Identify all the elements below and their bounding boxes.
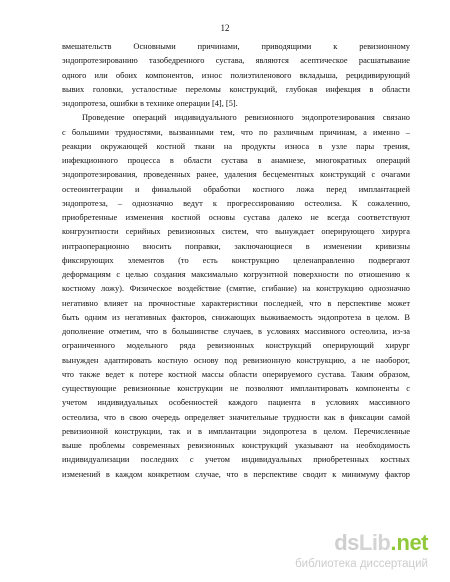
watermark-subtitle: библиотека диссертаций (295, 558, 428, 570)
text-line: конгруэнтности серийных ревизионных систем, что вынуждает оперирующего хирурга (62, 227, 410, 237)
text-line: изменений в каждом конкретном случае, что в перспективе сводит к минимуму фактор (62, 469, 410, 479)
text-line: костному ложу). Физическое воздействие (смятие, сгибание) на конструкцию однозначно (62, 284, 410, 294)
logo-ds-text: ds (334, 530, 359, 555)
text-line: вынужден адаптировать костную основу под ревизионную конструкцию, а не наоборот, (62, 355, 410, 365)
text-line: негативно влияет на прочностные характеристики последней, что в перспективе может (62, 298, 410, 308)
text-line: существующие ревизионные конструкции не позволяют имплантировать компоненты с (62, 384, 410, 393)
text-line: вмешательств Основными причинами, приводящими к ревизионному (62, 42, 410, 51)
watermark-logo (334, 530, 428, 556)
text-line: фиксирующих элементов (то есть конструкцию целенаправленно подвергают (62, 255, 410, 265)
text-line: остеолиза, что в свою очередь определяет значительные трудности как в фиксации самой (62, 412, 410, 422)
text-line: выше проблемы современных ревизионных конструкций указывают на необходимость (62, 441, 410, 450)
watermark (295, 530, 428, 574)
text-line: эндопротезирования, проведенных ранее, удаления бесцементных конструкций с очагами (62, 170, 410, 180)
text-line: интраоперационно вносить поправки, заключающиеся в изменении кривизны (62, 241, 410, 251)
document-body (62, 40, 410, 482)
page-number: 12 (220, 23, 230, 33)
text-line: ограниченного модельного ряда ревизионных конструкций оперирующий хирург (62, 341, 410, 351)
text-line: эндопротеза, – однозначно ведут к прогрессированию остеолиза. К сожалению, (62, 198, 410, 208)
text-line: деформациям с целью создания максимально когруэнтной поверхности по отношению к (62, 270, 410, 279)
text-line: эндопротеза, ошибки в технике операции [4], [5]. (62, 99, 238, 108)
text-line: учетом индивидуальных особенностей каждого пациента в условиях массивного (62, 398, 410, 408)
text-line: эндопротезированию тазобедренного сустава, являются асептическое расшатывание (62, 56, 410, 66)
text-line: инфекционного процесса в области сустава в анамнезе, многократных операций (62, 156, 410, 165)
text-line: с большими трудностями, вызванными тем, что по различным причинам, а именно – (62, 127, 410, 137)
text-line: реакции окружающей костной ткани на продукты износа в узле пары трения, (62, 141, 410, 151)
text-line: индивидуализации последних с учетом индивидуальных приобретенных костных (62, 455, 410, 465)
text-line: ревизионной конструкции, так и в имплантации эндопротеза в целом. Перечисленные (62, 426, 410, 436)
text-line: что также ведет к потере костной массы области оперируемого сустава. Таким образом, (62, 369, 410, 379)
text-line: вывих головки, усталостные переломы конструкций, глубокая инфекция в области (62, 84, 410, 94)
logo-net-text: net (396, 530, 428, 555)
text-line: приобретенные изменения костной основы сустава далеко не всегда соответствуют (62, 213, 410, 222)
text-line: дополнение отметим, что в большинстве случаев, в условиях массивного остеолиза, из-за (62, 327, 410, 336)
logo-lib-text: Lib (358, 530, 391, 555)
logo-dot-text: . (390, 530, 397, 555)
text-line: одного или обоих компонентов, износ полиэтиленового вкладыша, рецидивирующий (62, 70, 410, 80)
text-line: быть одним из негативных факторов, снижающих выживаемость эндопротеза в целом. В (62, 312, 410, 322)
paragraph-first-line: Проведение операций индивидуального ревизионного эндопротезирования связано (82, 113, 410, 123)
text-line: остеоинтеграции и финальной обработки костного ложа перед имплантацией (62, 184, 410, 194)
